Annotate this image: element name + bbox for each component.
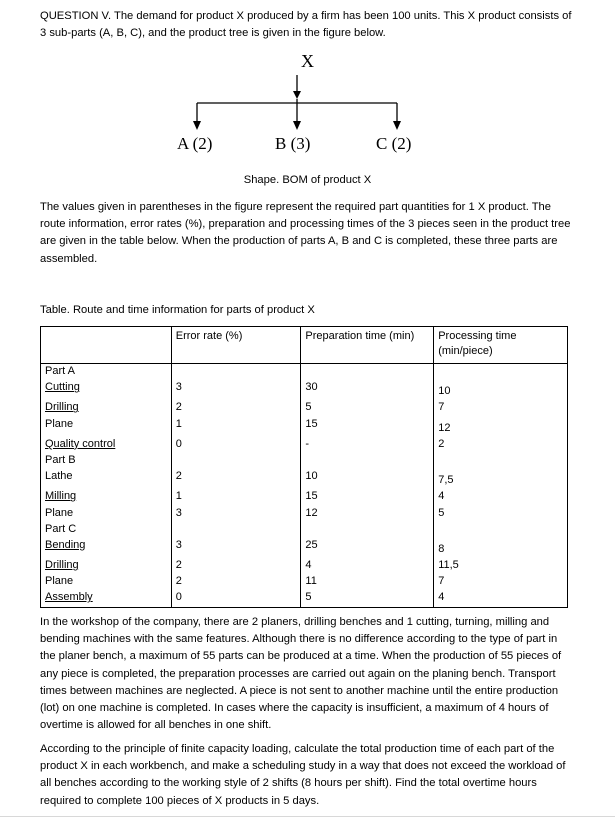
- table-cell: 2: [171, 400, 301, 416]
- explanation-paragraph: The values given in parentheses in the figure represent the required part quantities for 1 X product. The route information, error rates (%), preparation and processing times of the 3 pieces seen in the product tree are given in the table below. When the production of parts A, B and C is completed, these three parts are assembled.: [40, 201, 571, 265]
- table-cell: 5: [301, 400, 434, 416]
- header-preparation-time: Preparation time (min): [301, 327, 434, 364]
- table-cell: 10: [434, 380, 568, 400]
- table-cell: [171, 522, 301, 538]
- table-caption: Table. Route and time information for parts of product X: [40, 304, 315, 316]
- table-row: [41, 574, 568, 590]
- table-row: [41, 538, 568, 558]
- table-cell: 15: [301, 489, 434, 505]
- table-cell: 1: [171, 489, 301, 505]
- bom-arrow-a: [193, 121, 201, 130]
- table-cell: 0: [171, 590, 301, 607]
- table-row-label: Plane: [41, 574, 172, 590]
- bom-arrow-b: [293, 121, 301, 130]
- table-row: [41, 417, 568, 437]
- table-row: [41, 380, 568, 400]
- table-row-label: Part B: [41, 453, 172, 469]
- page-bottom-divider: [0, 816, 615, 817]
- table-row: [41, 400, 568, 416]
- table-row: [41, 437, 568, 453]
- table-row: [41, 489, 568, 505]
- header-error-rate: Error rate (%): [171, 327, 301, 364]
- table-row-label: Quality control: [41, 437, 172, 453]
- table-cell: 10: [301, 469, 434, 489]
- table-row: [41, 590, 568, 607]
- table-cell: [434, 453, 568, 469]
- table-row-label: Part C: [41, 522, 172, 538]
- table-row-label: Drilling: [41, 558, 172, 574]
- table-cell: 11: [301, 574, 434, 590]
- table-part-heading-row: [41, 364, 568, 381]
- task-paragraph: According to the principle of finite capacity loading, calculate the total production time of each part of the product X in each workbench, and make a scheduling study in a way that does not exceed the workload of all benches according to the working style of 2 shifts (8 hours per shift). Find the total overtime hours required to complete 100 pieces of X products in 5 days.: [40, 743, 566, 807]
- table-header-row: [41, 327, 568, 364]
- table-cell: 4: [434, 590, 568, 607]
- table-cell: 11,5: [434, 558, 568, 574]
- table-cell: 3: [171, 380, 301, 400]
- question-intro: QUESTION V. The demand for product X produced by a firm has been 100 units. This X product consists of 3 sub-parts (A, B, C), and the product tree is given in the figure below.: [40, 10, 572, 40]
- bom-tree-diagram: [0, 50, 615, 135]
- bom-child-b: B (3): [275, 134, 311, 153]
- workshop-paragraph: In the workshop of the company, there are 2 planers, drilling benches and 1 cutting, turning, milling and bending machines with the same features. Although there is no difference according to the type of part in the planer bench, a maximum of 55 parts can be produced at a time. When the production of 55 pieces of any piece is completed, the preparation processes are carried out again on the planing bench. Transport times between machines are neglected. A piece is not sent to another machine until the entire production (lot) on one machine is completed. In cases where the capacity is insufficient, a maximum of 4 hours of overtime is allowed for all benches in one shift.: [40, 616, 562, 732]
- table-cell: 3: [171, 506, 301, 522]
- table-cell: 2: [171, 469, 301, 489]
- table-cell: [171, 364, 301, 381]
- table-cell: 12: [301, 506, 434, 522]
- table-cell: [434, 522, 568, 538]
- table-cell: -: [301, 437, 434, 453]
- bom-root-arrowhead: [293, 91, 301, 99]
- table-cell: 7,5: [434, 469, 568, 489]
- bom-child-c: C (2): [376, 134, 412, 153]
- table-row-label: Plane: [41, 417, 172, 437]
- table-row-label: Drilling: [41, 400, 172, 416]
- table-cell: 8: [434, 538, 568, 558]
- table-row-label: Bending: [41, 538, 172, 558]
- table-row-label: Lathe: [41, 469, 172, 489]
- table-part-heading-row: [41, 453, 568, 469]
- table-cell: 5: [301, 590, 434, 607]
- table-cell: 25: [301, 538, 434, 558]
- table-cell: 12: [434, 417, 568, 437]
- header-cell: [41, 327, 172, 364]
- bom-child-a: A (2): [177, 134, 213, 153]
- table-row-label: Milling: [41, 489, 172, 505]
- table-cell: 0: [171, 437, 301, 453]
- table-cell: [301, 364, 434, 381]
- table-row: [41, 469, 568, 489]
- table-cell: [434, 364, 568, 381]
- table-cell: 5: [434, 506, 568, 522]
- table-row-label: Cutting: [41, 380, 172, 400]
- table-cell: 15: [301, 417, 434, 437]
- table-cell: 3: [171, 538, 301, 558]
- table-cell: 7: [434, 400, 568, 416]
- table-row-label: Assembly: [41, 590, 172, 607]
- route-time-table: [40, 326, 568, 608]
- table-cell: 7: [434, 574, 568, 590]
- table-cell: 4: [301, 558, 434, 574]
- table-cell: 4: [434, 489, 568, 505]
- header-processing-time: Processing time (min/piece): [434, 327, 568, 364]
- table-cell: 30: [301, 380, 434, 400]
- table-cell: 1: [171, 417, 301, 437]
- table-cell: [171, 453, 301, 469]
- table-row: [41, 558, 568, 574]
- table-cell: 2: [171, 558, 301, 574]
- bom-caption: Shape. BOM of product X: [243, 174, 372, 186]
- table-cell: 2: [434, 437, 568, 453]
- bom-arrow-c: [393, 121, 401, 130]
- bom-root-label: X: [301, 51, 314, 71]
- table-row-label: Plane: [41, 506, 172, 522]
- table-cell: [301, 522, 434, 538]
- table-cell: 2: [171, 574, 301, 590]
- table-part-heading-row: [41, 522, 568, 538]
- table-row: [41, 506, 568, 522]
- table-row-label: Part A: [41, 364, 172, 381]
- table-cell: [301, 453, 434, 469]
